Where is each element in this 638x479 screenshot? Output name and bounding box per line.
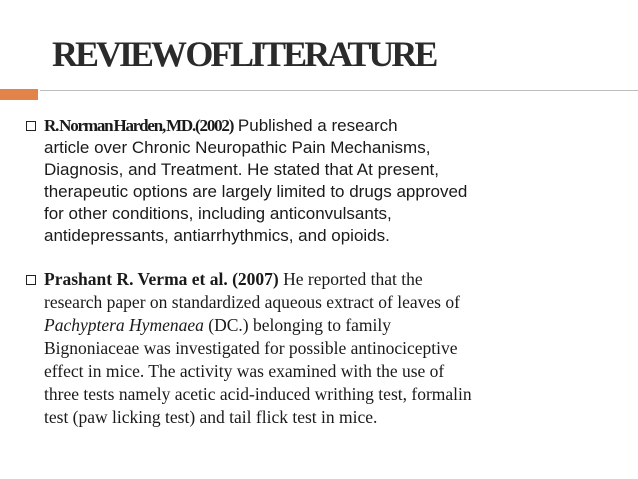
slide-title: REVIEW OF LITERATURE (52, 34, 436, 74)
bullet-item-verma (44, 268, 624, 429)
item-line: Diagnosis, and Treatment. He stated that At present, (44, 160, 440, 179)
bullet-box-icon (26, 275, 36, 285)
item-line: therapeutic options are largely limited to drugs approved (44, 182, 468, 201)
item-text: Published a research (233, 116, 398, 135)
species-name: Pachyptera Hymenaea (44, 315, 204, 335)
item-line: test (paw licking test) and tail flick test in mice. (44, 407, 378, 427)
citation-lead: Prashant R. Verma et al. (2007) (44, 269, 279, 289)
item-text: (DC.) belonging to family (203, 315, 392, 335)
item-line: research paper on standardized aqueous extract of leaves of (44, 292, 460, 312)
item-line: article over Chronic Neuropathic Pain Mechanisms, (44, 138, 431, 157)
item-line: antidepressants, antiarrhythmics, and opioids. (44, 226, 390, 245)
item-line (44, 115, 624, 137)
item-line: for other conditions, including anticonvulsants, (44, 204, 392, 223)
bullet-box-icon (26, 121, 36, 131)
item-line: three tests namely acetic acid-induced writhing test, formalin (44, 384, 472, 404)
title-accent-bar (0, 89, 38, 100)
item-text: He reported that the (278, 269, 423, 289)
citation-lead: R. Norman Harden, MD.(2002) (44, 116, 234, 135)
bullet-item-harden (44, 115, 624, 247)
item-line: Bignoniaceae was investigated for possible antinociceptive (44, 338, 458, 358)
item-line (44, 268, 624, 291)
item-line (44, 314, 624, 337)
item-line: effect in mice. The activity was examined with the use of (44, 361, 445, 381)
title-divider (40, 90, 638, 91)
